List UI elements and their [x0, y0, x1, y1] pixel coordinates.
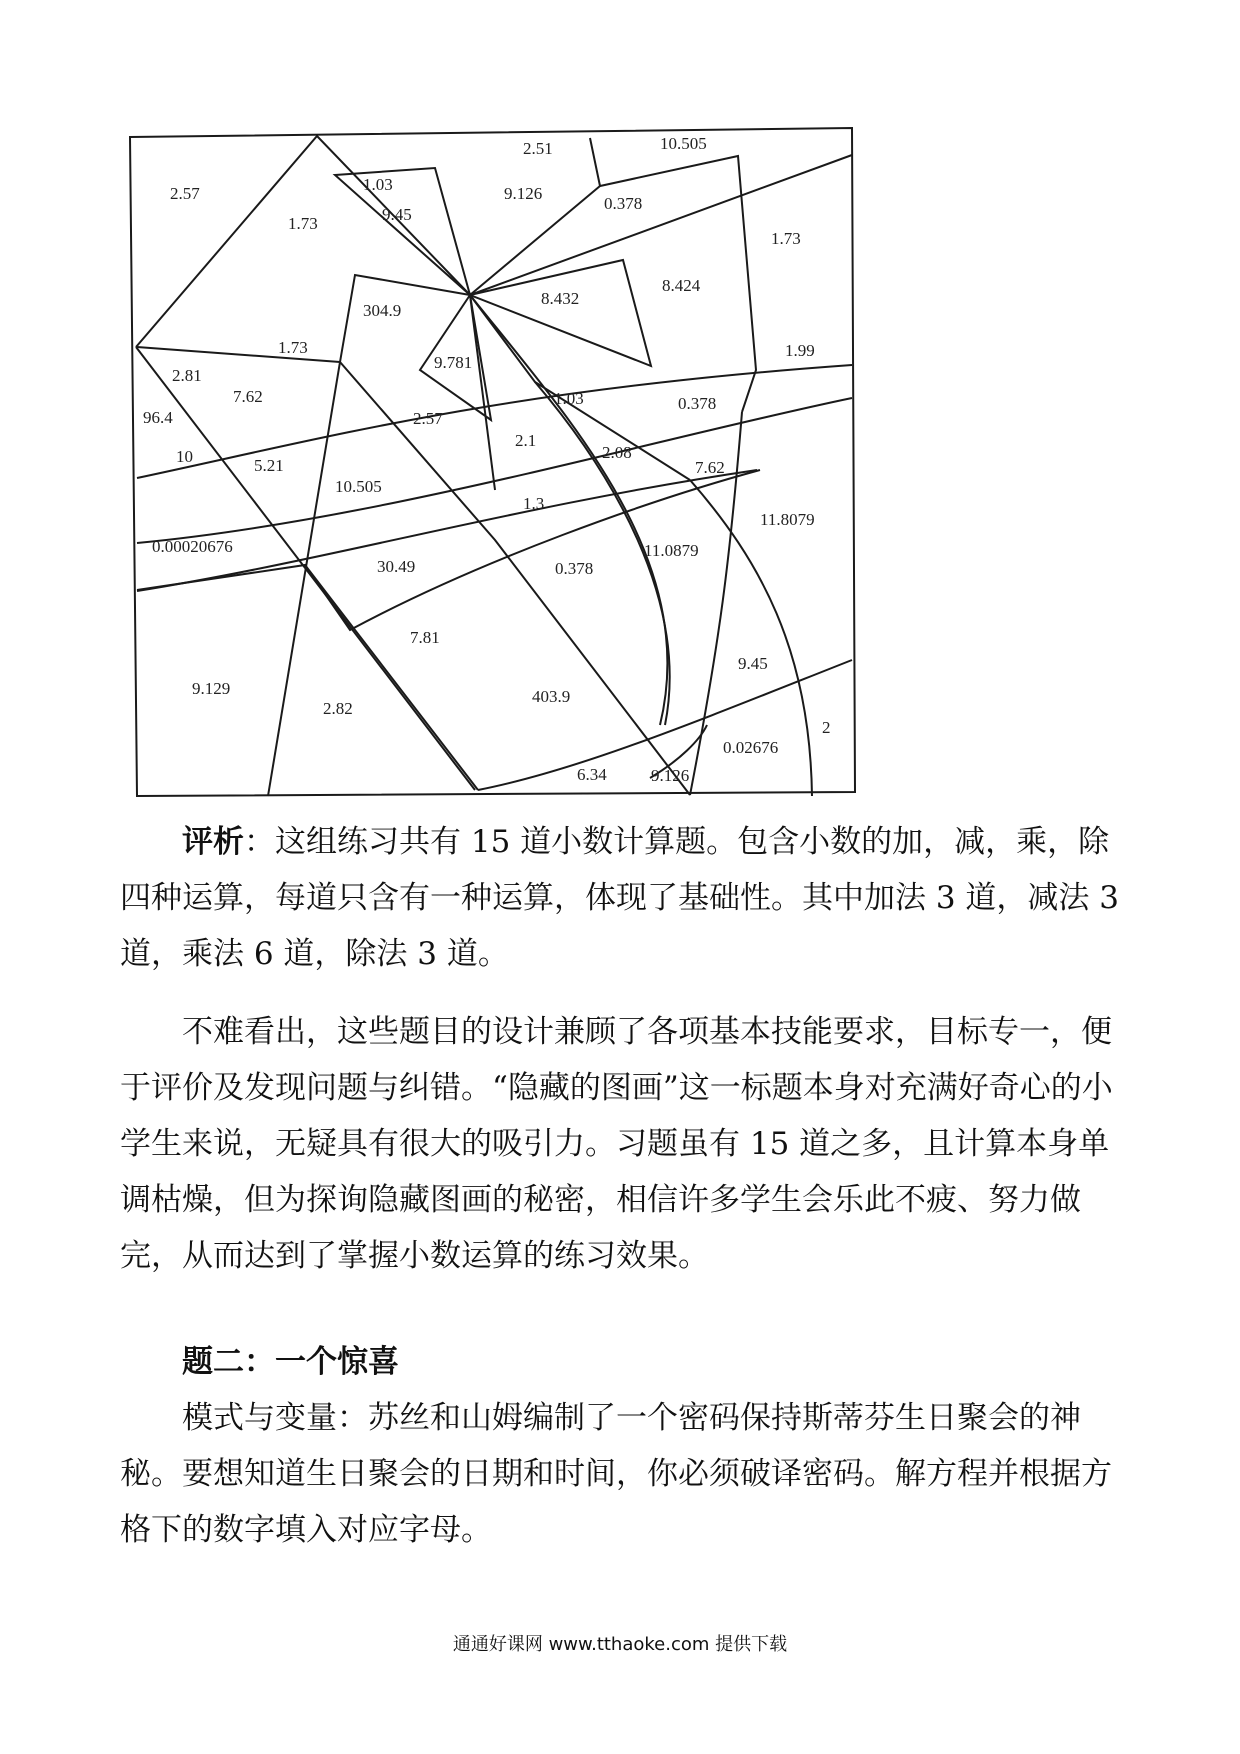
figure-label: 6.34	[577, 765, 607, 784]
figure-label: 9.129	[192, 679, 231, 698]
figure-label: 11.8079	[760, 510, 815, 529]
figure-label: 10	[176, 447, 193, 466]
figure-label: 403.9	[532, 687, 571, 706]
figure-label: 304.9	[363, 301, 402, 320]
figure-label: 9.781	[434, 353, 473, 372]
figure-label: 7.62	[695, 458, 725, 477]
analysis-label: 评析	[182, 824, 244, 860]
section-heading: 题二：一个惊喜	[182, 1344, 399, 1380]
figure-label: 0.00020676	[152, 537, 233, 556]
analysis-paragraph	[120, 814, 1130, 982]
figure-label: 9.45	[382, 205, 412, 224]
figure-label: 2.08	[602, 443, 632, 462]
figure-label: 0.378	[678, 394, 717, 413]
figure-label: 0.02676	[723, 738, 779, 757]
figure-label: 2.81	[172, 366, 202, 385]
figure-label: 2.57	[170, 184, 200, 203]
figure-label: 9.126	[504, 184, 543, 203]
figure-label: 30.49	[377, 557, 416, 576]
analysis-text: ：这组练习共有 15 道小数计算题。包含小数的加，减，乘，除四种运算，每道只含有一种运算，体现了基础性。其中加法 3 道，减法 3 道，乘法 6 道，除法 3 道。	[120, 824, 1120, 972]
figure-label: 2.57	[413, 409, 443, 428]
figure-label: 5.21	[254, 456, 284, 475]
figure-label: 1.99	[785, 341, 815, 360]
figure-label: 2.1	[515, 431, 537, 450]
figure-label: 2	[822, 718, 831, 737]
figure-label: 8.432	[541, 289, 580, 308]
figure-label: 0.378	[604, 194, 643, 213]
figure-label: 0.378	[555, 559, 594, 578]
problem-description-paragraph: 模式与变量：苏丝和山姆编制了一个密码保持斯蒂芬生日聚会的神秘。要想知道生日聚会的日期和时间，你必须破译密码。解方程并根据方格下的数字填入对应字母。	[120, 1400, 1112, 1548]
figure-label: 7.81	[410, 628, 440, 647]
figure-label: 1.03	[363, 175, 393, 194]
figure-label: 1.03	[554, 389, 584, 408]
figure-label: 1.73	[771, 229, 801, 248]
figure-number-labels	[143, 134, 831, 785]
figure-label: 10.505	[335, 477, 382, 496]
page-footer: 通通好课网 www.tthaoke.com 提供下载	[452, 1634, 788, 1655]
figure-label: 1.73	[278, 338, 308, 357]
figure-label: 9.45	[738, 654, 768, 673]
figure-label: 1.73	[288, 214, 318, 233]
figure-label: 9.126	[651, 766, 690, 785]
figure-label: 8.424	[662, 276, 701, 295]
figure-label: 96.4	[143, 408, 173, 427]
figure-label: 10.505	[660, 134, 707, 153]
figure-label: 11.0879	[644, 541, 699, 560]
figure-label: 7.62	[233, 387, 263, 406]
figure-label: 2.51	[523, 139, 553, 158]
commentary-paragraph: 不难看出，这些题目的设计兼顾了各项基本技能要求，目标专一，便于评价及发现问题与纠错。“隐藏的图画”这一标题本身对充满好奇心的小学生来说，无疑具有很大的吸引力。习题虽有 15 道之多，且计算本身单调枯燥，但为探询隐藏图画的秘密，相信许多学生会乐此不疲、努力做完，从而达到了掌握小数运算的练习效果。	[120, 1014, 1113, 1274]
figure-lines	[130, 128, 855, 796]
figure-label: 1.3	[523, 494, 545, 513]
figure-label: 2.82	[323, 699, 353, 718]
